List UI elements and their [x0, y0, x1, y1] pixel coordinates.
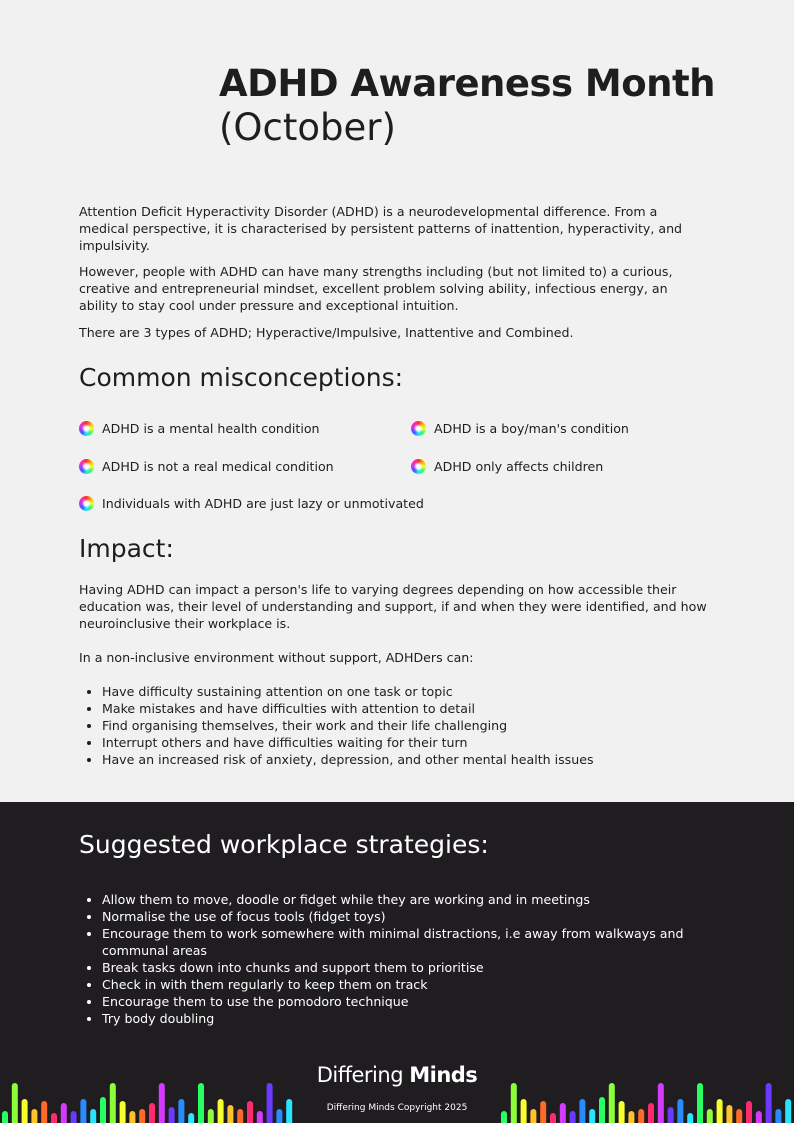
color-wheel-bullet-icon	[411, 421, 426, 436]
list-item: • Allow them to move, doodle or fidget while they are working and in meetings	[102, 891, 742, 908]
impact-paragraph-1: Having ADHD can impact a person's life to varying degrees depending on how accessible their education was, their level of understanding and support, if and when they were identified, and how neuroinclusive their workplace is.	[79, 582, 707, 631]
soundwave-bar	[61, 1103, 67, 1123]
soundwave-bar	[609, 1083, 615, 1123]
soundwave-bar	[726, 1105, 732, 1123]
soundwave-bar	[129, 1111, 135, 1123]
left-soundwave-bars-icon	[0, 1078, 295, 1123]
soundwave-bar	[550, 1113, 556, 1123]
brand-logo	[297, 1063, 497, 1087]
impact-paragraph-2: In a non-inclusive environment without support, ADHDers can:	[79, 650, 474, 665]
soundwave-bar	[267, 1083, 273, 1123]
soundwave-bar	[237, 1109, 243, 1123]
list-item: • Normalise the use of focus tools (fidget toys)	[102, 908, 742, 925]
misconception-item	[79, 496, 424, 511]
strategies-heading: Suggested workplace strategies:	[79, 830, 489, 859]
soundwave-bar	[2, 1111, 8, 1123]
list-item: • Interrupt others and have difficulties waiting for their turn	[102, 734, 742, 751]
misconception-item	[79, 459, 334, 474]
page-title	[219, 62, 715, 150]
soundwave-bar	[589, 1109, 595, 1123]
soundwave-bar	[208, 1109, 214, 1123]
list-item: • Find organising themselves, their work and their life challenging	[102, 717, 742, 734]
soundwave-bar	[178, 1099, 184, 1123]
title-line-2: (October)	[219, 106, 396, 149]
soundwave-bar	[579, 1099, 585, 1123]
soundwave-bar	[521, 1099, 527, 1123]
soundwave-bar	[149, 1103, 155, 1123]
soundwave-bar	[628, 1111, 634, 1123]
soundwave-bar	[41, 1101, 47, 1123]
soundwave-bar	[100, 1097, 106, 1123]
soundwave-bar	[80, 1099, 86, 1123]
misconception-item	[411, 459, 603, 474]
soundwave-bar	[90, 1109, 96, 1123]
color-wheel-bullet-icon	[79, 421, 94, 436]
soundwave-bar	[501, 1111, 507, 1123]
soundwave-bar	[717, 1099, 723, 1123]
soundwave-bar	[707, 1109, 713, 1123]
soundwave-bar	[247, 1101, 253, 1123]
soundwave-bar	[188, 1113, 194, 1123]
soundwave-bar	[218, 1099, 224, 1123]
soundwave-bar	[736, 1109, 742, 1123]
color-wheel-bullet-icon	[79, 459, 94, 474]
list-item: • Try body doubling	[102, 1010, 742, 1027]
soundwave-bar	[638, 1109, 644, 1123]
soundwave-bar	[198, 1083, 204, 1123]
soundwave-bar	[697, 1083, 703, 1123]
list-item: • Have an increased risk of anxiety, depression, and other mental health issues	[102, 751, 742, 768]
strategies-list	[79, 891, 742, 1027]
misconception-text: Individuals with ADHD are just lazy or unmotivated	[102, 496, 424, 511]
misconception-text: ADHD only affects children	[434, 459, 604, 474]
soundwave-bar	[785, 1099, 791, 1123]
misconceptions-heading: Common misconceptions:	[79, 363, 404, 392]
list-item: • Have difficulty sustaining attention on one task or topic	[102, 683, 742, 700]
misconception-text: ADHD is a mental health condition	[102, 421, 320, 436]
soundwave-bar	[276, 1109, 282, 1123]
soundwave-bar	[746, 1101, 752, 1123]
misconception-item	[79, 421, 320, 436]
soundwave-bar	[766, 1083, 772, 1123]
soundwave-bar	[540, 1101, 546, 1123]
misconception-text: ADHD is a boy/man's condition	[434, 421, 629, 436]
soundwave-bar	[560, 1103, 566, 1123]
soundwave-bar	[775, 1109, 781, 1123]
soundwave-bar	[677, 1099, 683, 1123]
list-item: • Break tasks down into chunks and support them to prioritise	[102, 959, 742, 976]
soundwave-bar	[599, 1097, 605, 1123]
soundwave-bar	[648, 1103, 654, 1123]
list-item: • Encourage them to use the pomodoro technique	[102, 993, 742, 1010]
impact-list	[79, 683, 742, 768]
soundwave-bar	[31, 1109, 37, 1123]
soundwave-bar	[570, 1111, 576, 1123]
soundwave-bar	[159, 1083, 165, 1123]
color-wheel-bullet-icon	[79, 496, 94, 511]
soundwave-bar	[756, 1111, 762, 1123]
soundwave-bar	[286, 1099, 292, 1123]
soundwave-bar	[22, 1099, 28, 1123]
soundwave-bar	[511, 1083, 517, 1123]
brand-name-bold: Minds	[409, 1063, 478, 1087]
soundwave-bar	[658, 1083, 664, 1123]
intro-paragraph-1: Attention Deficit Hyperactivity Disorder (ADHD) is a neurodevelopmental difference. From a medical perspective, it is characterised by persistent patterns of inattention, hyperactivity, and impulsivity.	[79, 204, 683, 253]
title-line-1: ADHD Awareness Month	[219, 62, 716, 105]
soundwave-bar	[257, 1111, 263, 1123]
soundwave-bar	[51, 1113, 57, 1123]
misconception-text: ADHD is not a real medical condition	[102, 459, 334, 474]
soundwave-bar	[139, 1109, 145, 1123]
color-wheel-bullet-icon	[411, 459, 426, 474]
soundwave-bar	[110, 1083, 116, 1123]
soundwave-bar	[687, 1113, 693, 1123]
soundwave-bar	[120, 1101, 126, 1123]
intro-paragraph-2: However, people with ADHD can have many strengths including (but not limited to) a curious, creative and entrepreneurial mindset, excellent problem solving ability, infectious energy, an ability to stay cool under pressure and exceptional intuition.	[79, 264, 673, 313]
misconception-item	[411, 421, 629, 436]
list-item: • Encourage them to work somewhere with minimal distractions, i.e away from walkways and communal areas	[102, 925, 742, 959]
brand-name-light: Differing	[316, 1063, 404, 1087]
right-soundwave-bars-icon	[499, 1078, 794, 1123]
soundwave-logo-icon	[79, 40, 194, 175]
soundwave-bar	[530, 1109, 536, 1123]
soundwave-bar	[619, 1101, 625, 1123]
soundwave-bar	[668, 1107, 674, 1123]
copyright-text: Differing Minds Copyright 2025	[326, 1103, 468, 1113]
list-item: • Check in with them regularly to keep them on track	[102, 976, 742, 993]
soundwave-bar	[12, 1083, 18, 1123]
soundwave-bar	[71, 1111, 77, 1123]
soundwave-bar	[169, 1107, 175, 1123]
list-item: • Make mistakes and have difficulties with attention to detail	[102, 700, 742, 717]
intro-paragraph-3: There are 3 types of ADHD; Hyperactive/Impulsive, Inattentive and Combined.	[79, 325, 574, 340]
impact-heading: Impact:	[79, 534, 174, 563]
soundwave-bar	[227, 1105, 233, 1123]
